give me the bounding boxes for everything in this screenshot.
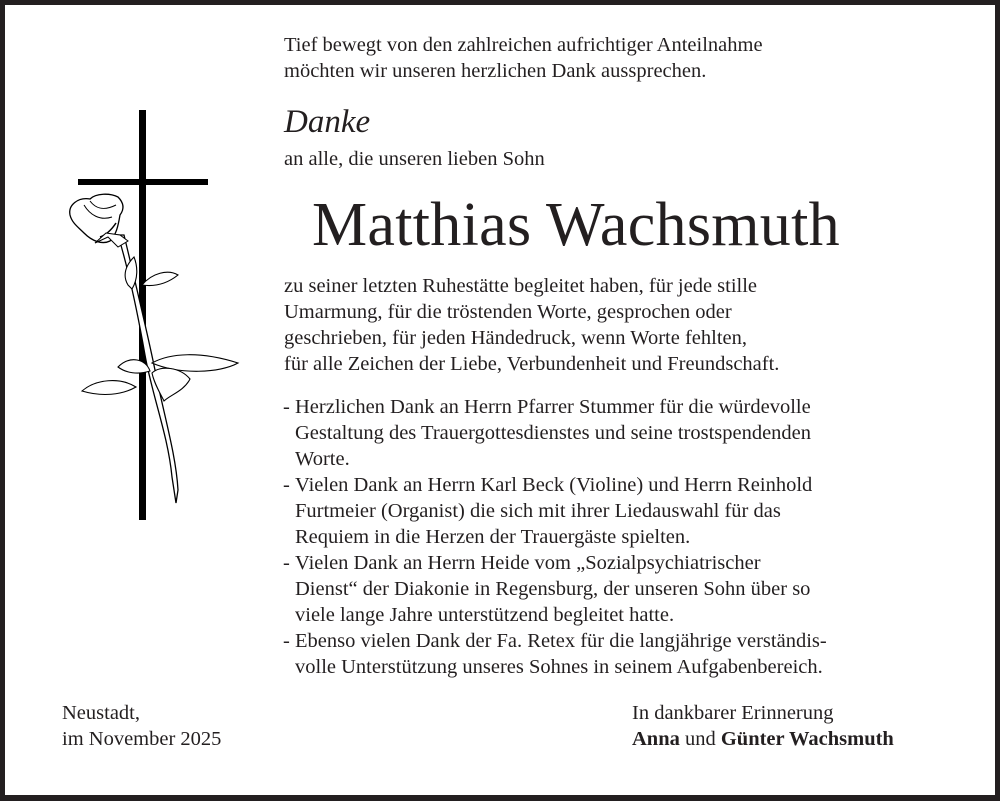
thanks-line: Requiem in die Herzen der Trauergäste spielten. [295, 526, 691, 548]
intro-line: Tief bewegt von den zahlreichen aufrichtiger Anteilnahme [284, 34, 763, 56]
signer-conjunction: und [684, 728, 716, 750]
intro-line: möchten wir unseren herzlichen Dank aussprechen. [284, 60, 707, 82]
list-dash: - [283, 474, 290, 496]
body-line: geschrieben, für jeden Händedruck, wenn Worte fehlten, [284, 327, 748, 349]
cross-with-rose-icon [60, 105, 250, 525]
deceased-name: Matthias Wachsmuth [312, 191, 840, 259]
place: Neustadt, [62, 702, 140, 724]
thanks-line: Gestaltung des Trauergottesdienstes und seine trostspendenden [295, 422, 812, 444]
thanks-item [283, 628, 963, 680]
thanks-line: Herzlichen Dank an Herrn Pfarrer Stummer für die würdevolle [295, 396, 811, 418]
danke-heading: Danke [284, 104, 371, 140]
thanks-line: Vielen Dank an Herrn Karl Beck (Violine) und Herrn Reinhold [295, 474, 813, 496]
thanks-line: volle Unterstützung unseres Sohnes in seinem Aufgabenbereich. [295, 656, 823, 678]
thanks-item [283, 472, 963, 550]
thanks-list [283, 394, 963, 680]
thanks-item [283, 550, 963, 628]
thanks-item [283, 394, 963, 472]
signers [632, 726, 894, 752]
list-dash: - [283, 630, 290, 652]
addressee-line: an alle, die unseren lieben Sohn [284, 148, 545, 170]
list-dash: - [283, 552, 290, 574]
body-line: für alle Zeichen der Liebe, Verbundenheit und Freundschaft. [284, 353, 780, 375]
signer-first: Anna [632, 728, 680, 750]
thanks-line: Vielen Dank an Herrn Heide vom „Sozialpsychiatrischer [295, 552, 761, 574]
thanks-line: Furtmeier (Organist) die sich mit ihrer Liedauswahl für das [295, 500, 781, 522]
place-date [62, 700, 221, 752]
list-dash: - [283, 396, 290, 418]
body-line: zu seiner letzten Ruhestätte begleitet haben, für jede stille [284, 275, 758, 297]
body-text [284, 273, 779, 377]
closing-phrase: In dankbarer Erinnerung [632, 702, 834, 724]
thanks-line: Dienst“ der Diakonie in Regensburg, der unseren Sohn über so [295, 578, 811, 600]
thanks-line: Worte. [295, 448, 350, 470]
intro-text [284, 32, 763, 84]
body-line: Umarmung, für die tröstenden Worte, gesprochen oder [284, 301, 732, 323]
signature-block [632, 700, 894, 752]
thanks-line: Ebenso vielen Dank der Fa. Retex für die langjährige verständis- [295, 630, 827, 652]
date: im November 2025 [62, 728, 222, 750]
thanks-line: viele lange Jahre unterstützend begleitet hatte. [295, 604, 675, 626]
signer-second: Günter Wachsmuth [720, 728, 894, 750]
